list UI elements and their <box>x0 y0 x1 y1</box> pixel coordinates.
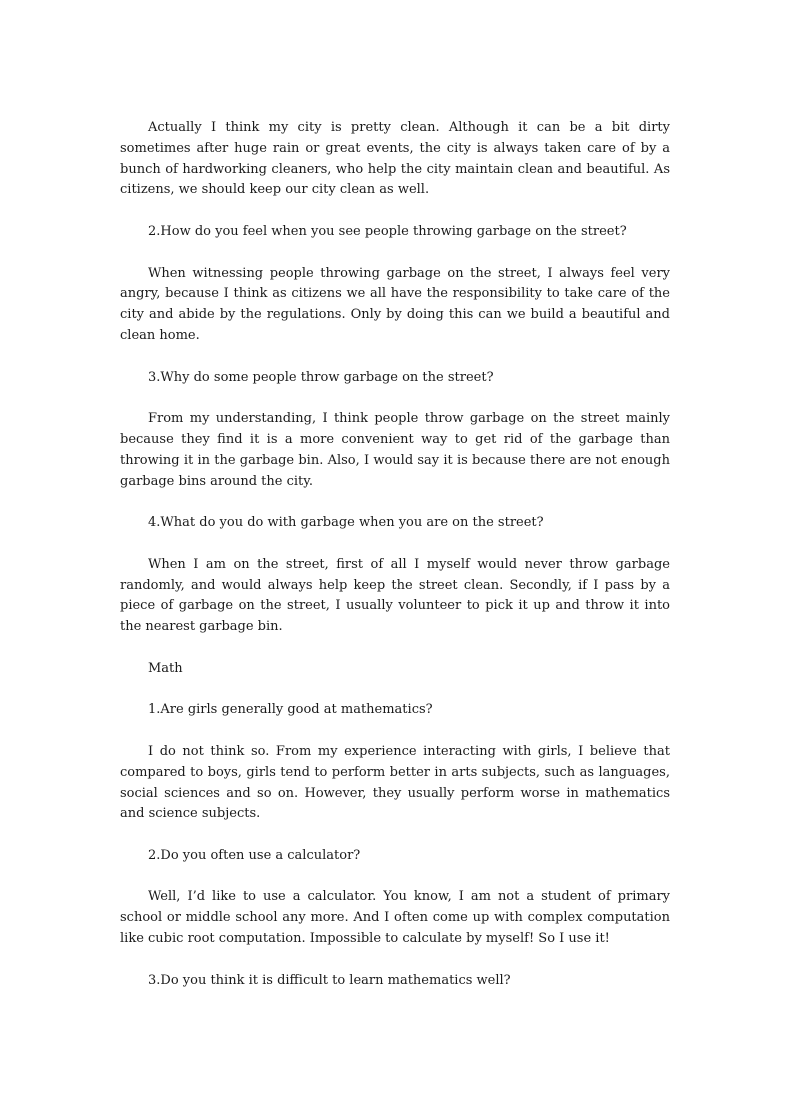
question-heading: 2.Do you often use a calculator? <box>148 847 361 863</box>
question-heading: 1.Are girls generally good at mathematics? <box>148 702 433 718</box>
answer-paragraph: Actually I think my city is pretty clean. Although it can be a bit dirty sometimes after huge rain or great events, the city is always taken care of by a bunch of hardworking cleaners, who help the city maintain clean and beautiful. As citizens, we should keep our city clean as well. <box>120 120 670 198</box>
answer-paragraph: When I am on the street, first of all I myself would never throw garbage randomly, and would always help keep the street clean. Secondly, if I pass by a piece of garbage on the street, I usually volunteer to pick it up and throw it into the nearest garbage bin. <box>120 556 670 635</box>
question-heading: 4.What do you do with garbage when you are on the street? <box>148 515 544 531</box>
question-heading: 2.How do you feel when you see people throwing garbage on the street? <box>148 223 627 239</box>
question-heading: 3.Why do some people throw garbage on the street? <box>148 369 494 385</box>
answer-paragraph: Well, I’d like to use a calculator. You know, I am not a student of primary school or middle school any more. And I often come up with complex computation like cubic root computation. Impossible to calculate by myself! So I use it! <box>120 889 670 947</box>
question-heading: 3.Do you think it is difficult to learn mathematics well? <box>148 972 511 988</box>
answer-paragraph: I do not think so. From my experience interacting with girls, I believe that compared to boys, girls tend to perform better in arts subjects, such as languages, social sciences and so on. However, they usually perform worse in mathematics and science subjects. <box>120 743 670 822</box>
section-heading: Math <box>148 660 183 676</box>
answer-paragraph: When witnessing people throwing garbage on the street, I always feel very angry, because I think as citizens we all have the responsibility to take care of the city and abide by the regulations. Only by doing this can we build a beautiful and clean home. <box>120 265 670 343</box>
answer-paragraph: From my understanding, I think people throw garbage on the street mainly because they find it is a more convenient way to get rid of the garbage than throwing it in the garbage bin. Also, I would say it is because there are not enough garbage bins around the city. <box>120 411 670 489</box>
